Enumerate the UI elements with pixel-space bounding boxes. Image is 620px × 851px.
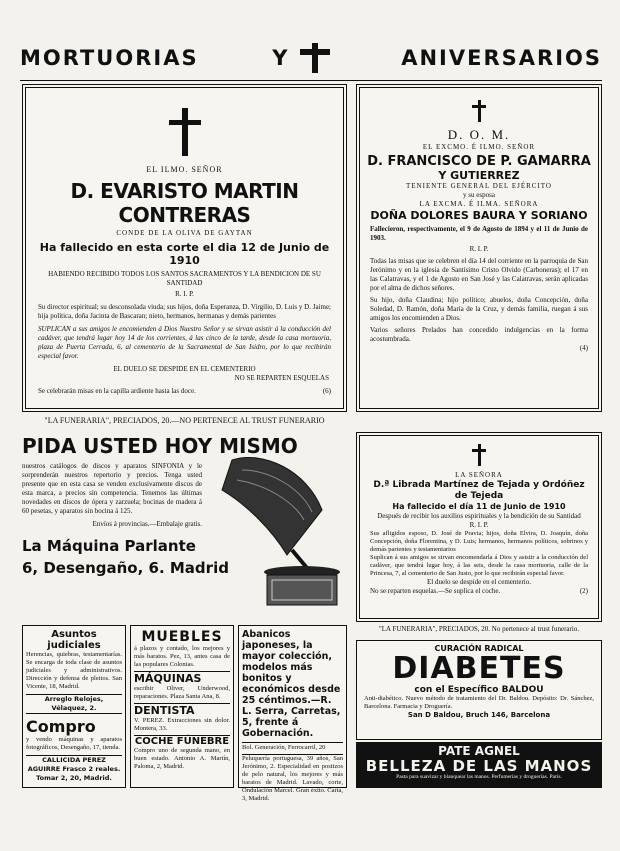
obit1-request: SUPLICAN a sus amigos le encomienden á Dios Nuestro Señor y se sirvan asistir á la conducción del cadáver, que tendrá lugar hoy 14 de los corrientes, á las cinco de la tarde, desde la casa mortuoria, plaza de Puerta Cerrada, 6, al cementerio de la Sacramental de San Isidro, por lo que recibirán especial favor.	[38, 325, 331, 360]
ad-dentista-title: DENTISTA	[134, 703, 230, 717]
header-aniversarios: ANIVERSARIOS	[401, 46, 602, 70]
obit2-cross-wrap	[366, 100, 592, 127]
ad-abanicos-foot1: Bol. Generación, Ferrocarril, 20	[242, 742, 343, 752]
obit1-no-cards: NO SE REPARTEN ESQUELAS	[234, 374, 329, 382]
obit3-no-cards: No se reparten esquelas.—Se suplica el coche.	[370, 587, 501, 595]
obit2-rank: TENIENTE GENERAL DEL EJÉRCITO	[406, 182, 552, 190]
ad-compro-body: y vendo máquinas y aparatos fotográficos, Desengaño, 17, tienda.	[26, 736, 122, 751]
obituary-martin-contreras	[22, 84, 347, 412]
ad-diabetes-top: CURACIÓN RADICAL	[434, 644, 524, 653]
obit3-cross-wrap	[366, 444, 592, 471]
obit3-num: (2)	[579, 587, 588, 595]
header-rule	[20, 80, 602, 81]
cross-icon	[300, 43, 328, 73]
funeraria-note-1: "LA FUNERARIA", PRECIADOS, 20.—NO PERTENECE AL TRUST FUNERARIO	[44, 416, 325, 425]
obit1-cross-wrap	[32, 108, 337, 161]
ad-abanicos-foot2: Peluquería portuguesa, 39 años, San Jerónimo, 2. Especialidad en postizos de pelo natural, los mejores y más baratos de Madrid. Lavado, corte, Ondulación Marcel. Gran éxito. Carta, 3, Madrid.	[242, 755, 343, 802]
ad-col-left	[22, 625, 126, 788]
ad-diabetes-word: DIABETES	[392, 651, 566, 686]
ad-pida-headline: PIDA USTED HOY MISMO	[22, 434, 298, 458]
obit1-chapel: Se celebrarán misas en la capilla ardiente hasta las doce.	[38, 387, 196, 395]
obit3-died: Ha fallecido el día 11 de Junio de 1910	[392, 502, 566, 511]
obit3-duel: El duelo se despide en el cementerio.	[427, 578, 531, 586]
ad-muebles-body: á plazos y contado, los mejores y más baratos. Pez, 13, antes casa de las populares Colonias.	[134, 645, 230, 668]
obit2-rip: R. I. P.	[469, 245, 489, 253]
ad-coche-title: COCHE FÚNEBRE	[134, 736, 230, 747]
ad-abanicos-body: Abanicos japoneses, la mayor colección, modelos más bonitos y económicos desde 25 céntimos.—R. L. Serra, Carretas, 5, frente á Gobernación.	[242, 629, 341, 739]
ad-pida-address: 6, Desengaño, 6. Madrid	[22, 559, 229, 577]
ad-pate-foot: Pasta para suavizar y blanquear las manos. Perfumerías y droguerías. Paris.	[396, 774, 562, 780]
ad-pida-body: nuestros catálogos de discos y aparatos SINFONIA y le sorprenderán nuestros repertorio y precios. Tenga usted presente que en esta casa se venden exclusivamente discos de esta marca, a precios sin competencia. Tenemos las últimas novedades en discos de ópera y zarzuela; bocinas de madera á 60 pesetas, y aparatos sin bocina á 125.	[22, 462, 202, 515]
ad-asuntos-body: Herencias, quiebras, testamentarías. Se encarga de toda clase de asuntos judiciales y administrativos. Dirección y defensa de pleitos. San Vicente, 18, Madrid.	[26, 651, 122, 690]
obit2-masses: Todas las misas que se celebren el día 14 del corriente en la parroquia de San Jerónimo y en la iglesia de Santísimo Cristo Olvido (Carboneras); el 17 en las Calatravas, y el 1 de Agosto en San José y las Calatravas, serán aplicadas por el alma de dichos señores.	[370, 257, 588, 292]
obit3-intro: LA SEÑORA	[455, 471, 503, 479]
obit2-indulg: Varios señores Prelados han concedido indulgencias en la forma acostumbrada.	[370, 326, 588, 343]
ad-maquina-parlante	[22, 434, 347, 614]
ad-diabetes-addr: San D Baldou, Bruch 146, Barcelona	[407, 711, 551, 719]
header-center	[272, 43, 327, 73]
obit3-request: Suplican á sus amigos se sirvan encomendarla á Dios y asistir a la conducción del cadáver, que tendrá lugar hoy, á las seis, desde la casa mortuoria, calle de la Princesa, 7, al cementerio de San Justo, por lo que recibirán especial favor.	[370, 554, 588, 577]
obit1-rip: R. I. P.	[175, 290, 194, 298]
obit2-wife: DOÑA DOLORES BAURA Y SORIANO	[370, 209, 588, 222]
ad-coche-body: Compro uno de segunda mano, en buen estado. Antonio A. Martín, Paloma, 2, Madrid.	[134, 747, 230, 770]
obit3-family: Sus afligidos esposo, D. José de Pravia; hijos, doña Elvira, D. Joaquín, doña Concepción, doña Florentina, y D. Luis; hermanos, hermanos políticos, sobrinos y demás parientes y testamentarios	[370, 530, 588, 553]
ad-callicida: CALLICIDA PEREZ AGUIRRE Frasco 2 reales. Tomar 2, 20, Madrid.	[27, 756, 121, 782]
cross-icon	[472, 100, 486, 122]
ad-diabetes	[356, 640, 602, 740]
obit1-duel: EL DUELO SE DESPIDE EN EL CEMENTERIO	[113, 365, 256, 373]
ad-maquinas-body: escribir Oliver, Underwood, reparaciones. Plaza Santa Ana, 8.	[134, 685, 230, 700]
obit2-intro: EL EXCMO. É ILMO. SEÑOR	[422, 143, 536, 151]
obit1-sacraments: HABIENDO RECIBIDO TODOS LOS SANTOS SACRAMENTOS Y LA BENDICION DE SU SANTIDAD	[48, 270, 321, 287]
obit2-num: (4)	[579, 344, 588, 352]
header-mortuorias: MORTUORIAS	[20, 46, 199, 70]
ad-col-abanicos	[238, 625, 347, 802]
ad-diabetes-body: Anti-diabético. Nuevo método de tratamiento del Dr. Baldou. Depósito: Dr. Sánchez, Barcelona. Farmacia y Droguería.	[364, 695, 594, 710]
ad-muebles-title: MUEBLES	[141, 629, 223, 645]
obit1-chapel-row	[32, 387, 337, 396]
cross-icon	[169, 108, 201, 156]
funeraria-note-2: "LA FUNERARIA", PRECIADOS, 20. No pertenece al trust funerario.	[378, 625, 580, 633]
ad-relojes: Arreglo Relojes, Vélaquez, 2.	[26, 694, 122, 714]
ad-compro-title: Compro	[26, 717, 96, 736]
ad-pate-bottom: BELLEZA DE LAS MANOS	[365, 757, 593, 775]
obit3-rip: R. I. P.	[469, 521, 489, 529]
obit1-intro: EL ILMO. SEÑOR	[146, 165, 223, 174]
ad-col-muebles	[130, 625, 234, 788]
ad-pate-top: PATE AGNEL	[438, 744, 520, 758]
obituary-gamarra	[356, 84, 602, 412]
obit2-died: Fallecieron, respectivamente, el 9 de Agosto de 1894 y el 11 de Junio de 1903.	[370, 225, 588, 242]
obit3-foot	[366, 587, 592, 596]
ad-maquinas-title: MÁQUINAS	[134, 671, 230, 685]
obit1-family: Su director espiritual; su desconsolada viuda; sus hijos, doña Esperanza, D. Virgilio, D. Luis y D. Jaime; hija política, doña Jacinta de Bascaran; nieto, hermanos, hermanas y demás parientes	[38, 303, 331, 320]
obit3-sacraments: Después de recibir los auxilios espirituales y la bendición de su Santidad	[377, 512, 581, 520]
obit1-died: Ha fallecido en esta corte el dia 12 de Junio de 1910	[39, 241, 330, 267]
obit2-name: D. FRANCISCO DE P. GAMARRA	[367, 154, 591, 169]
ad-diabetes-sub: con el Específico BALDOU	[414, 685, 544, 695]
obit2-name2: Y GUTIERREZ	[438, 169, 520, 182]
gramophone-icon	[212, 450, 342, 610]
obit2-dom: D. O. M.	[447, 127, 511, 142]
obit2-intro2: LA EXCMA. É ILMA. SEÑORA	[419, 200, 539, 208]
obit3-name: D.ª Librada Martínez de Tejada y Ordóñez de Tejeda	[373, 480, 585, 501]
obit2-and: y su esposa	[463, 191, 495, 199]
obituary-librada	[356, 432, 602, 622]
ad-pida-brand: La Máquina Parlante	[22, 537, 196, 555]
cross-icon	[472, 444, 486, 466]
ad-pida-envios: Envíos á provincias.—Embalaje gratis.	[92, 520, 202, 528]
section-header	[20, 38, 602, 78]
header-y: Y	[272, 46, 290, 70]
obit2-heirs: Su hijo, doña Claudina; hijo político; abuelos, doña Concepción, doña Soledad, D. Ramón, doña María de la Cruz, y demás familia, ruegan á sus amigos los encomienden a Dios.	[370, 296, 588, 322]
ad-pate-agnel	[356, 742, 602, 788]
ad-dentista-body: V. PEREZ. Extracciones sin dolor. Montera, 33.	[134, 717, 230, 732]
obit1-title: CONDE DE LA OLIVA DE GAYTAN	[116, 229, 253, 237]
ad-asuntos-title: Asuntos judiciales	[47, 629, 101, 651]
obit1-name: D. EVARISTO MARTIN CONTRERAS	[70, 179, 299, 227]
obit1-num: (6)	[322, 387, 331, 395]
